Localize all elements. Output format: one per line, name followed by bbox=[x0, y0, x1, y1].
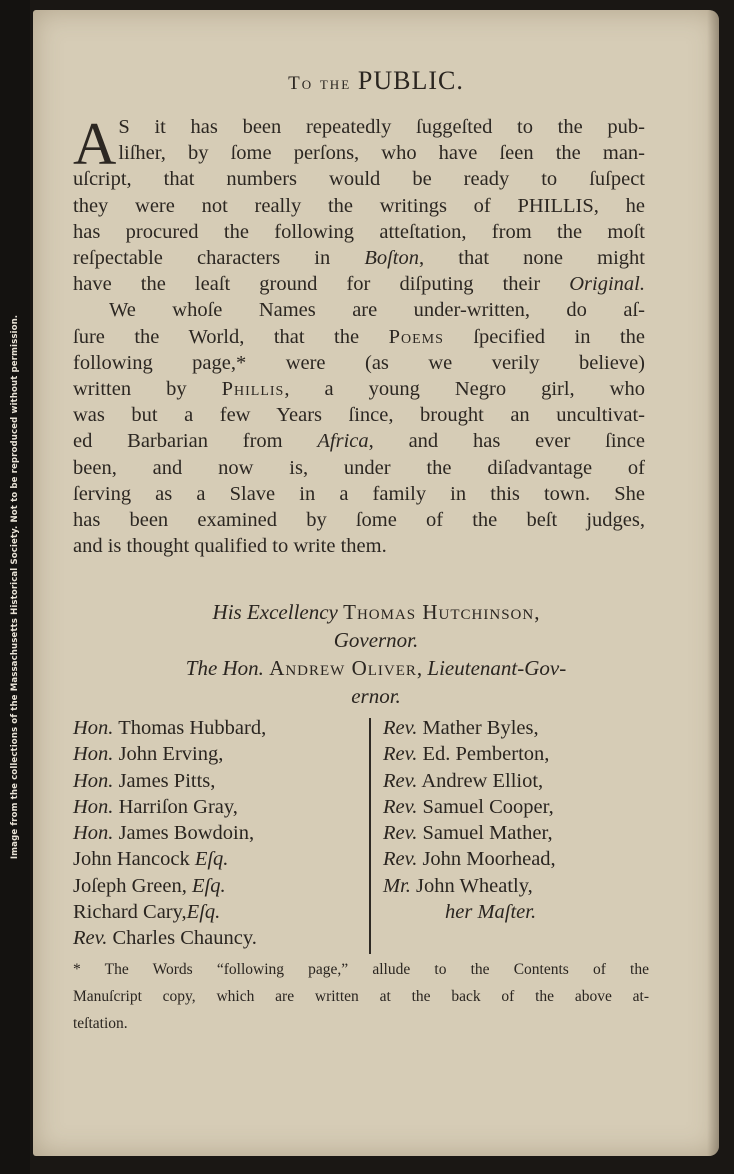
text-line bbox=[73, 271, 645, 297]
signatory-suffix: Eſq. bbox=[186, 901, 221, 924]
signatory-row bbox=[383, 820, 653, 846]
text-run: , and has ever ſince bbox=[368, 430, 645, 453]
name-phillis: Phillis bbox=[221, 378, 285, 401]
text-line: S it has been repeatedly ſuggeſted to the pub- bbox=[118, 116, 645, 138]
signatory-name: John Wheatly, bbox=[416, 874, 533, 897]
page-title bbox=[33, 66, 719, 96]
column-divider bbox=[369, 718, 371, 954]
text-run: , that none might bbox=[419, 247, 645, 270]
text-line bbox=[73, 428, 645, 454]
text-line: has been examined by ſome of the beſt judges, bbox=[73, 509, 645, 532]
signatory-prefix: Rev. bbox=[383, 769, 418, 792]
signatory-prefix: Rev. bbox=[383, 822, 418, 845]
title-prefix: To the bbox=[288, 73, 358, 94]
signatory-row bbox=[383, 794, 653, 820]
signatory-prefix: Hon. bbox=[73, 769, 114, 792]
text-run: ſure the World, that the bbox=[73, 325, 389, 348]
text-line: liſher, by ſome perſons, who have ſeen the man- bbox=[118, 142, 645, 165]
signatory-row bbox=[383, 899, 653, 925]
signatory-prefix: Rev. bbox=[383, 848, 418, 871]
text-run: ſpecified in the bbox=[443, 325, 645, 348]
signatory-name: John Erving, bbox=[118, 743, 224, 766]
text-line: has procured the following atteſtation, from the moſt bbox=[73, 220, 645, 243]
governor-title: His Excellency bbox=[212, 600, 338, 624]
text-line bbox=[73, 324, 645, 350]
lt-governor-role-cont: ernor. bbox=[351, 684, 401, 708]
text-line: ſerving as a Slave in a family in this town. She bbox=[73, 482, 645, 505]
signatory-name: John Hancock bbox=[73, 848, 190, 871]
signatory-name: James Bowdoin, bbox=[118, 822, 255, 845]
lt-governor-name: Andrew Oliver bbox=[269, 656, 417, 680]
copyright-notice: Image from the collections of the Massachusetts Historical Society. Not to be reproduced without permission. bbox=[10, 314, 20, 860]
word-poems: Poems bbox=[388, 325, 444, 348]
text-line: We whoſe Names are under-written, do aſ- bbox=[109, 299, 645, 322]
drop-cap: A bbox=[73, 111, 117, 177]
governor-role: Governor. bbox=[333, 628, 419, 652]
governor-name: Thomas Hutchinson bbox=[343, 600, 535, 624]
signatory-row bbox=[73, 768, 373, 794]
signatory-name: Joſeph Green, bbox=[73, 874, 187, 897]
signatory-prefix: Hon. bbox=[73, 795, 114, 818]
signatory-prefix: Hon. bbox=[73, 822, 114, 845]
text-line: been, and now is, under the diſadvantage of bbox=[73, 456, 645, 479]
signatory-row bbox=[383, 768, 653, 794]
signatory-name: Mather Byles, bbox=[422, 717, 539, 739]
governor-signature bbox=[33, 598, 719, 654]
text-line: and is thought qualified to write them. bbox=[73, 535, 387, 558]
footnote-line: Manuſcript copy, which are written at the back of the above at- bbox=[73, 988, 649, 1005]
signatory-row bbox=[73, 873, 373, 899]
footnote bbox=[73, 956, 649, 1037]
lt-governor-line: The Hon. Andrew Oliver, Lieutenant-Gov- bbox=[185, 656, 567, 680]
lt-governor-title: The Hon. bbox=[185, 656, 264, 680]
text-line: uſcript, that numbers would be ready to ſuſpect bbox=[73, 168, 645, 191]
signatory-row bbox=[73, 899, 373, 925]
signatory-prefix: Hon. bbox=[73, 743, 114, 766]
text-run: reſpectable characters in bbox=[73, 247, 331, 270]
title-main: PUBLIC. bbox=[357, 66, 464, 95]
text-line bbox=[73, 376, 645, 402]
lt-governor-role: Lieutenant-Gov- bbox=[427, 656, 567, 680]
signatories-left-column bbox=[73, 715, 373, 952]
signatory-prefix: Rev. bbox=[383, 795, 418, 818]
text-run: ed Barbarian from bbox=[73, 430, 318, 453]
signatory-name: Ed. Pemberton, bbox=[422, 743, 550, 766]
text-line: was but a few Years ſince, brought an uncultivat- bbox=[73, 404, 645, 427]
signatory-row bbox=[73, 741, 373, 767]
signatory-row bbox=[73, 925, 373, 951]
text-line bbox=[73, 245, 645, 271]
signatory-name: Harriſon Gray, bbox=[118, 795, 238, 818]
text-line: they were not really the writings of PHILLIS, he bbox=[73, 194, 645, 217]
signatory-row bbox=[383, 873, 653, 899]
text-run: have the leaſt ground for diſputing their bbox=[73, 273, 541, 296]
signatory-prefix: Rev. bbox=[383, 743, 418, 766]
page-edge-shadow bbox=[707, 10, 719, 1156]
signatory-row bbox=[73, 715, 373, 741]
signatory-name: Andrew Elliot, bbox=[421, 769, 544, 792]
signatory-name: Richard Cary, bbox=[73, 901, 187, 924]
signatory-row bbox=[73, 846, 373, 872]
signatory-row bbox=[383, 741, 653, 767]
text-run: , a young Negro girl, who bbox=[284, 378, 645, 401]
word-original: Original. bbox=[569, 273, 645, 296]
signatory-prefix: Hon. bbox=[73, 717, 114, 739]
signatory-row bbox=[383, 715, 653, 741]
signatory-row bbox=[383, 846, 653, 872]
signatory-name: Samuel Mather, bbox=[422, 822, 553, 845]
footnote-line: * The Words “following page,” allude to the Contents of the bbox=[73, 961, 649, 978]
signatory-row bbox=[73, 820, 373, 846]
signatory-name: Samuel Cooper, bbox=[422, 795, 554, 818]
signatory-row bbox=[73, 794, 373, 820]
book-page bbox=[33, 10, 719, 1156]
signatory-name: Charles Chauncy. bbox=[112, 927, 257, 950]
margin-strip bbox=[0, 0, 30, 1174]
signatory-name: Thomas Hubbard, bbox=[118, 717, 267, 739]
place-boston: Boſton bbox=[364, 247, 420, 270]
signatory-name: James Pitts, bbox=[118, 769, 216, 792]
footnote-line: teſtation. bbox=[73, 1015, 128, 1032]
signatory-prefix: Mr. bbox=[383, 874, 411, 897]
signatory-prefix: Rev. bbox=[73, 927, 108, 950]
signatory-name: John Moorhead, bbox=[422, 848, 556, 871]
attestation-text bbox=[73, 111, 645, 559]
signatory-suffix: Eſq. bbox=[191, 874, 226, 897]
governor-line: His Excellency Thomas Hutchinson, bbox=[212, 600, 540, 624]
text-run: written by bbox=[73, 378, 222, 401]
lt-governor-signature bbox=[33, 654, 719, 710]
text-line: following page,* were (as we verily believe) bbox=[73, 351, 645, 374]
signatory-suffix: Eſq. bbox=[194, 848, 229, 871]
signatory-prefix: Rev. bbox=[383, 717, 418, 739]
place-africa: Africa bbox=[317, 430, 369, 453]
signatory-suffix: her Maſter. bbox=[445, 901, 537, 924]
signatories-right-column bbox=[383, 715, 653, 925]
